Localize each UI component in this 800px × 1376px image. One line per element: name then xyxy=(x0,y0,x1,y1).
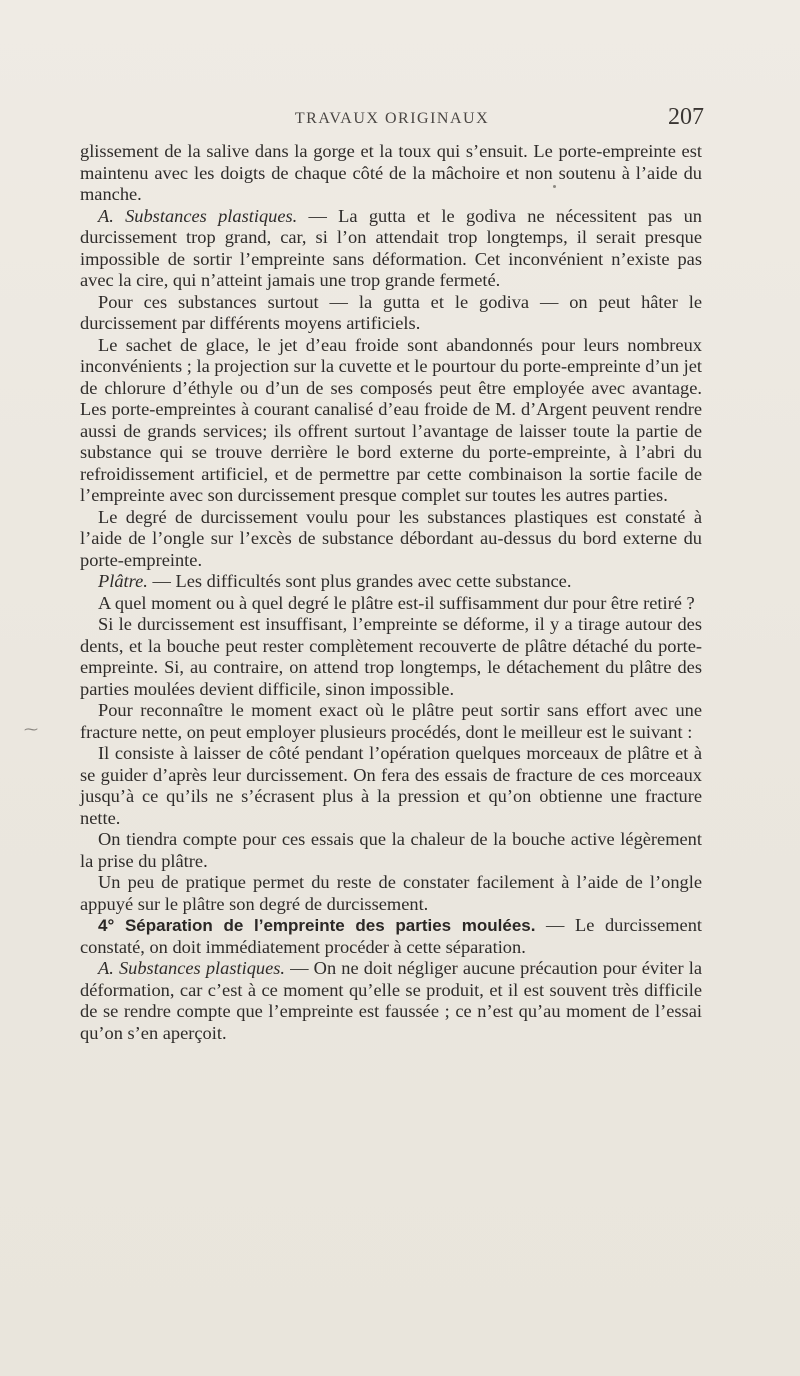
paper-speck xyxy=(553,185,556,188)
paragraph-13-text: — Le durcissement constaté, on doit immédiatement procéder à cette séparation. xyxy=(80,915,703,957)
paragraph-12: Un peu de pratique permet du reste de constater facilement à l’aide de l’ongle appuyé sur le plâtre son degré de durcissement. xyxy=(80,872,702,914)
paragraph-14 xyxy=(80,958,702,1044)
paragraph-11: On tiendra compte pour ces essais que la chaleur de la bouche active légèrement la prise du plâtre. xyxy=(80,829,702,871)
body-text xyxy=(80,141,702,1044)
section-title-separation: 4° Séparation de l’empreinte des parties moulées. xyxy=(98,916,536,935)
subhead-substances-plastiques: A. Substances plastiques. xyxy=(98,205,298,226)
paragraph-13 xyxy=(80,915,702,958)
paragraph-9: Pour reconnaître le moment exact où le plâtre peut sortir sans effort avec une fracture nette, on peut employer plusieurs procédés, dont le meilleur est le suivant : xyxy=(80,700,702,742)
paragraph-14-text: — On ne doit négliger aucune précaution pour éviter la déformation, car c’est à ce moment qu’elle se produit, et il est souvent très difficile de se rendre compte que l’empreinte est faussée ; ce n’est qu’au moment de l’essai qu’on s’en aperçoit. xyxy=(80,958,702,1043)
paragraph-4: Le sachet de glace, le jet d’eau froide sont abandonnés pour leurs nombreux inconvénients ; la projection sur la cuvette et le pourtour du porte-empreinte d’un jet de chlorure d’éthyle ou d’un de ses composés peut être employée avec avantage. Les porte-empreintes à courant canalisé d’eau froide de M. d’Argent peuvent rendre aussi de grands services; ils offrent surtout l’avantage de laisser toute la partie de substance qui se trouve derrière le bord externe du porte-empreinte, à l’abri du refroidissement artificiel, et de permettre par cette combinaison la sortie facile de l’empreinte avec son durcissement presque complet sur toutes les autres parties. xyxy=(80,334,702,505)
running-header xyxy=(80,104,704,136)
paragraph-2-text: — La gutta et le godiva ne nécessitent pas un durcissement trop grand, car, si l’on attendait trop longtemps, il serait presque impossible de sortir l’empreinte sans déformation. Cet inconvénient n’existe pas avec la cire, qui n’atteint jamais une trop grande fermeté. xyxy=(80,205,702,290)
paragraph-8: Si le durcissement est insuffisant, l’empreinte se déforme, il y a tirage autour des dents, et la bouche peut rester complètement recouverte de plâtre détaché du porte-empreinte. Si, au contraire, on attend trop longtemps, le détachement du plâtre des parties moulées devient difficile, sinon impossible. xyxy=(80,614,702,699)
paragraph-7: A quel moment ou à quel degré le plâtre est-il suffisamment dur pour être retiré ? xyxy=(98,592,695,613)
paragraph-2 xyxy=(80,206,702,292)
paragraph-6 xyxy=(80,571,702,593)
subhead-platre: Plâtre. xyxy=(98,571,148,591)
paragraph-1: glissement de la salive dans la gorge et la toux qui s’ensuit. Le porte-empreinte est maintenu avec les doigts de chaque côté de la mâchoire et non soutenu à l’aide du manche. xyxy=(80,141,702,204)
margin-mark: ⁓ xyxy=(24,722,38,738)
running-title: TRAVAUX ORIGINAUX xyxy=(294,110,490,127)
paragraph-3: Pour ces substances surtout — la gutta et le godiva — on peut hâter le durcissement par différents moyens artificiels. xyxy=(80,291,702,333)
subhead-substances-plastiques-2: A. Substances plastiques. xyxy=(98,958,286,978)
page-number: 207 xyxy=(668,104,704,130)
paragraph-5: Le degré de durcissement voulu pour les substances plastiques est constaté à l’aide de l’ongle sur l’excès de substance débordant au-dessus du bord externe du porte-empreinte. xyxy=(80,506,702,570)
paragraph-10: Il consiste à laisser de côté pendant l’opération quelques morceaux de plâtre et à se guider d’après leur durcissement. On fera des essais de fracture de ces morceaux jusqu’à ce qu’ils ne s’écrasent plus à la pression et qu’on obtienne une fracture nette. xyxy=(80,743,702,828)
paragraph-6-text: — Les difficultés sont plus grandes avec cette substance. xyxy=(147,571,572,591)
